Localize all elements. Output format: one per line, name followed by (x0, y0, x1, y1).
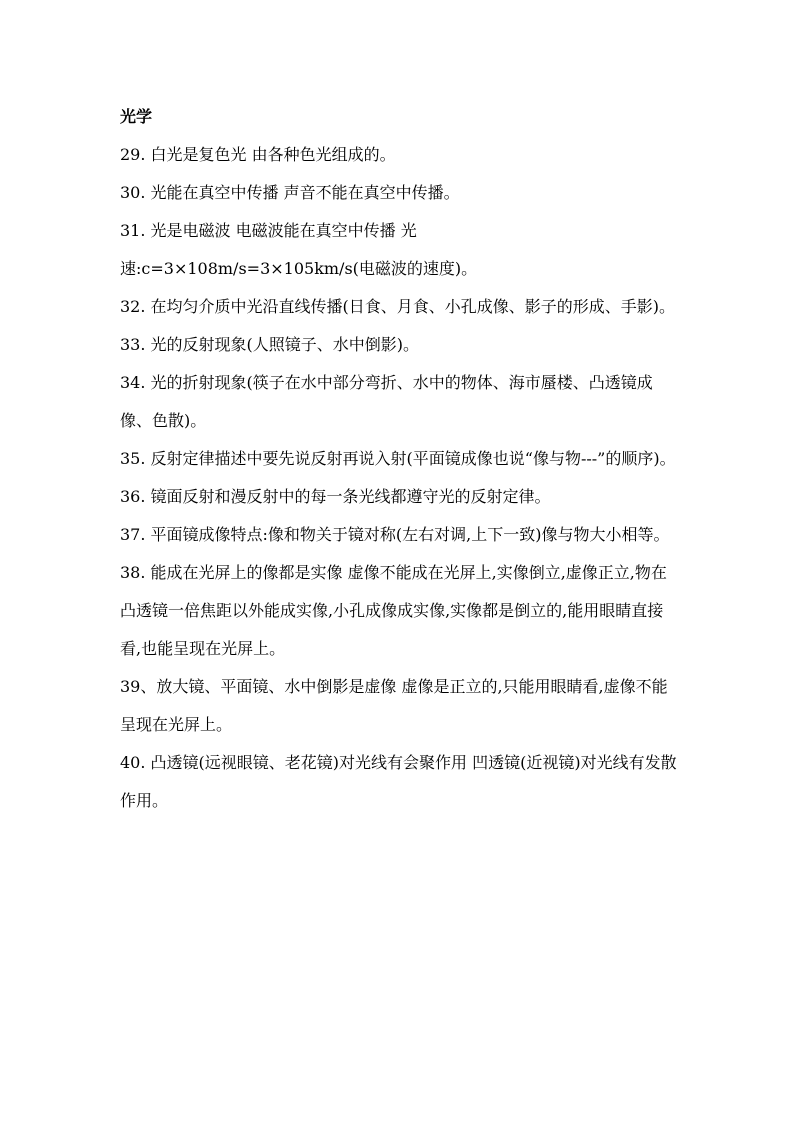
paragraph-38: 38. 能成在光屏上的像都是实像 虚像不能成在光屏上,实像倒立,虚像正立,物在凸透镜一倍焦距以外能成实像,小孔成像成实像,实像都是倒立的,能用眼睛直接看,也能呈现在光屏上。 (120, 563, 667, 658)
paragraph-33: 33. 光的反射现象(人照镜子、水中倒影)。 (120, 335, 420, 354)
paragraph-30: 30. 光能在真空中传播 声音不能在真空中传播。 (120, 183, 460, 202)
section-heading: 光学 (120, 107, 153, 126)
paragraph-31: 31. 光是电磁波 电磁波能在真空中传播 光 (120, 221, 417, 240)
paragraph-36: 36. 镜面反射和漫反射中的每一条光线都遵守光的反射定律。 (120, 487, 551, 506)
paragraph-34: 34. 光的折射现象(筷子在水中部分弯折、水中的物体、海市蜃楼、凸透镜成像、色散)。 (120, 373, 653, 430)
document-body (120, 100, 680, 820)
paragraph-35: 35. 反射定律描述中要先说反射再说入射(平面镜成像也说“像与物---”的顺序)。 (120, 449, 676, 468)
paragraph-37: 37. 平面镜成像特点:像和物关于镜对称(左右对调,上下一致)像与物大小相等。 (120, 525, 670, 544)
paragraph-40: 40. 凸透镜(远视眼镜、老花镜)对光线有会聚作用 凹透镜(近视镜)对光线有发散作用。 (120, 753, 677, 810)
paragraph-39: 39、放大镜、平面镜、水中倒影是虚像 虚像是正立的,只能用眼睛看,虚像不能呈现在光屏上。 (120, 677, 668, 734)
paragraph-31-continued: 速:c=3×108m/s=3×105km/s(电磁波的速度)。 (120, 259, 478, 278)
paragraph-29: 29. 白光是复色光 由各种色光组成的。 (120, 145, 396, 164)
paragraph-32: 32. 在均匀介质中光沿直线传播(日食、月食、小孔成像、影子的形成、手影)。 (120, 297, 676, 316)
